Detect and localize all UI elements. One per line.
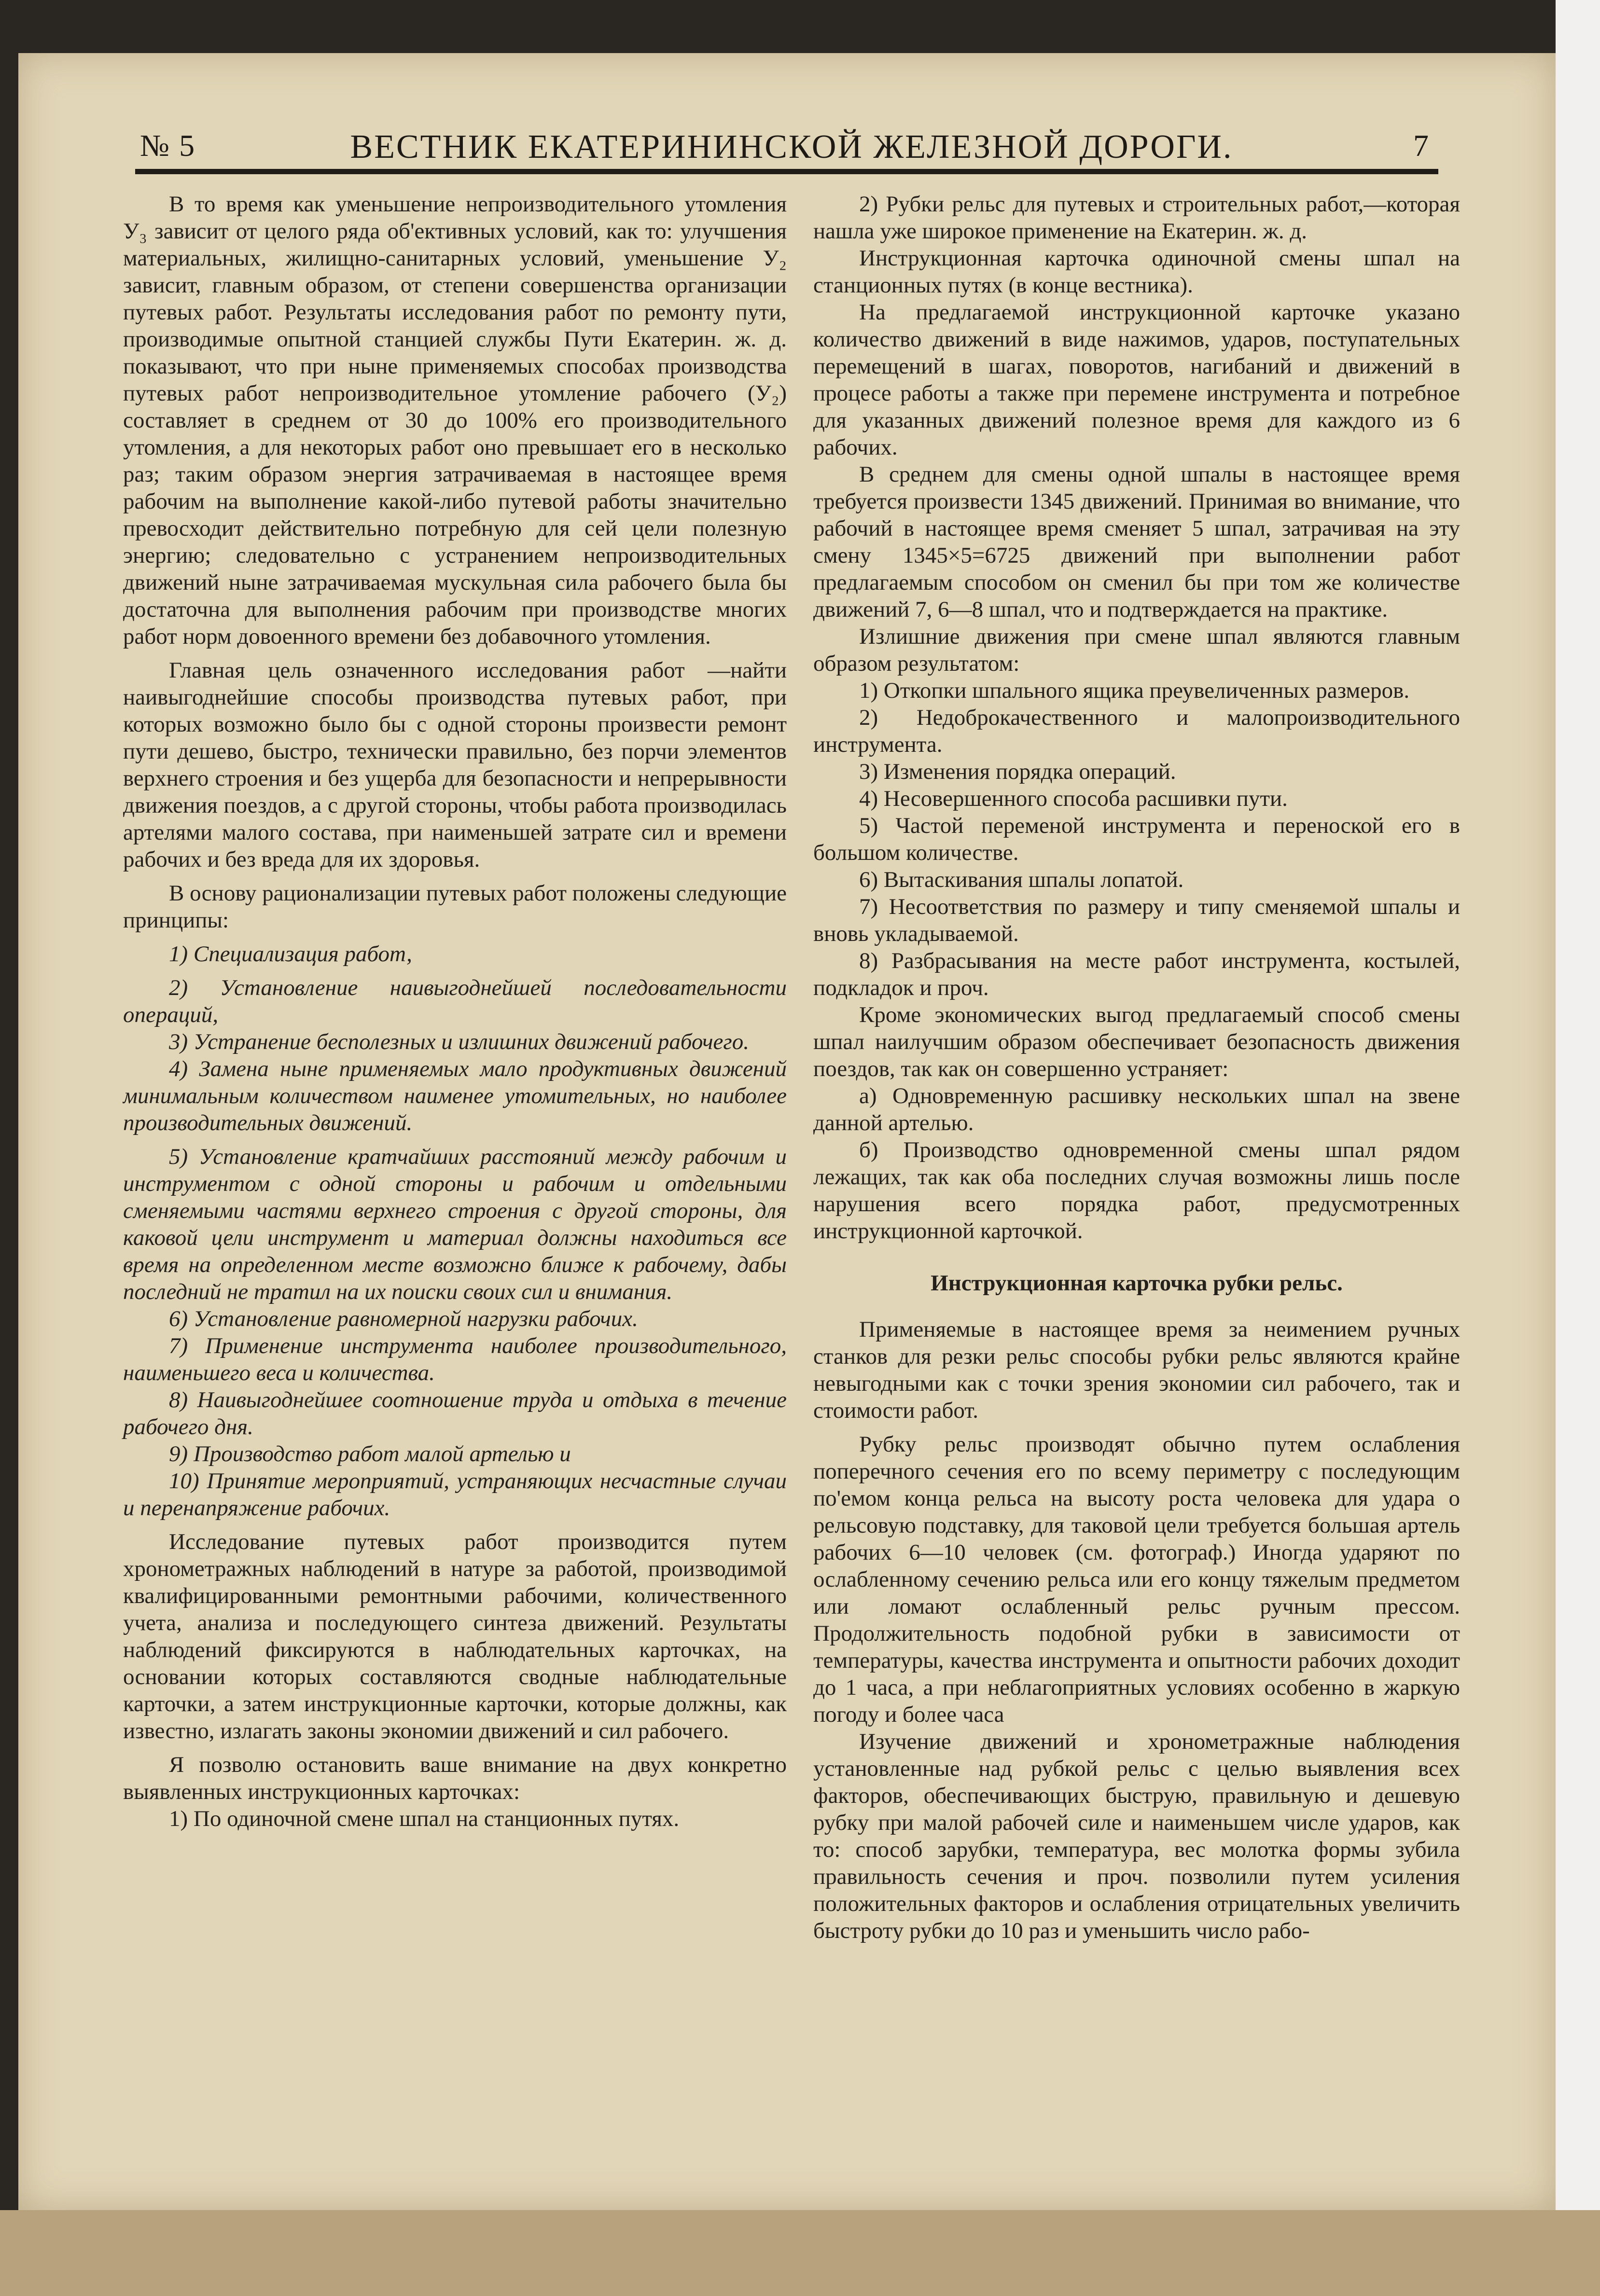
reason-item: 3) Изменения порядка операций. — [859, 759, 1176, 784]
section-title: Инструкционная карточка рубки рельс. — [931, 1271, 1343, 1296]
paragraph: а) Одновременную расшивку нескольких шпал на звене данной артелью. — [813, 1083, 1460, 1135]
paragraph: б) Производство одновременной смены шпал рядом лежащих, так как оба последних случая возможны лишь после нарушения всего порядка работ, предусмотренных инструкционной карточкой. — [813, 1137, 1460, 1244]
paragraph: Излишние движения при смене шпал являются главным образом результатом: — [813, 624, 1460, 676]
principle-item: 7) Применение инструмента наиболее производительного, наименьшего веса и количества. — [123, 1333, 787, 1385]
reason-item: 5) Частой переменой инструмента и переноской его в большом количестве. — [813, 813, 1460, 865]
paragraph: В то время как уменьшение непроизводительного утомления У₃ зависит от целого ряда об'ективных условий, как то: улучшения материальных, жилищно-санитарных условий, уменьшение У₂ зависит, главным образом, от степени совершенства организации путевых работ. Результаты исследования работ по ремонту пути, производимые опытной станцией службы Пути Екатерин. ж. д. показывают, что при ныне применяемых способах производства путевых работ непроизводительное утомление рабочего (У₂) составляет в среднем от 30 до 100% его производительного утомления, а для некоторых работ оно превышает его в несколько раз; таким образом энергия затрачиваемая в настоящее время рабочим на выполнение какой-либо путевой работы значительно превосходит действительно потребную для сей цели полезную энергию; следовательно с устранением непроизводительных движений ныне затрачиваемая мускульная сила рабочего была бы достаточна для выполнения рабочим при производстве многих работ норм довоенного времени без добавочного утомления. — [123, 192, 787, 649]
scan-margin-right — [1556, 0, 1600, 2296]
paragraph: 2) Рубки рельс для путевых и строительных работ,—которая нашла уже широкое применение на Екатерин. ж. д. — [813, 192, 1460, 244]
principle-item: 10) Принятие мероприятий, устраняющих несчастные случаи и перенапряжение рабочих. — [123, 1468, 787, 1521]
paragraph: 1) По одиночной смене шпал на станционных путях. — [169, 1806, 680, 1831]
header-rule — [135, 169, 1438, 174]
paragraph: Исследование путевых работ производится путем хронометражных наблюдений в натуре за работой, производимой квалифицированными ремонтными рабочими, количественного учета, анализа и последующего синтеза движений. Результаты наблюдений фиксируются в наблюдательных карточках, на основании которых составляются сводные наблюдательные карточки, а затем инструкционные карточки, которые должны, как известно, излагать законы экономии движений и сил рабочего. — [123, 1529, 787, 1743]
left-column — [123, 191, 787, 1832]
paragraph: Кроме экономических выгод предлагаемый способ смены шпал наилучшим образом обеспечивает безопасность движения поездов, так как он совершенно устраняет: — [813, 1002, 1460, 1081]
paragraph: Изучение движений и хронометражные наблюдения установленные над рубкой рельс с целью выявления всех факторов, обеспечивающих быструю, правильную и дешевую рубку при малой рабочей силе и наименьшем числе ударов, как то: способ зарубки, температура, вес молотка формы зубила правильность сечения и проч. позволили путем усиления положительных факторов и ослабления отрицательных увеличить быстроту рубки до 10 раз и уменьшить число рабо- — [813, 1729, 1460, 1943]
page-number: 7 — [1413, 128, 1429, 163]
principle-item: 8) Наивыгоднейшее соотношение труда и отдыха в течение рабочего дня. — [123, 1387, 787, 1439]
reason-item: 6) Вытаскивания шпалы лопатой. — [859, 867, 1184, 892]
paragraph: В среднем для смены одной шпалы в настоящее время требуется произвести 1345 движений. Принимая во внимание, что рабочий в настоящее время сменяет 5 шпал, затрачивая на эту смену 1345×5=6725 движений при выполнении работ предлагаемым способом он сменил бы при том же количестве движений 7, 6—8 шпал, что и подтверждается на практике. — [813, 462, 1460, 622]
paragraph: Рубку рельс производят обычно путем ослабления поперечного сечения его по всему периметру с последующим по'емом конца рельса на высоту роста человека для удара о рельсовую подставку, для таковой цели требуется большая артель рабочих 6—10 человек (см. фотограф.) Иногда ударяют по ослабленному сечению рельса или его концу тяжелым предметом или ломают ослабленный рельс ручным прессом. Продолжительность подобной рубки в зависимости от температуры, качества инструмента и опытности рабочих доходит до 1 часа, а при неблагоприятных условиях особенно в жаркую погоду и более часа — [813, 1432, 1460, 1727]
issue-number: № 5 — [140, 128, 196, 163]
principle-item: 6) Установление равномерной нагрузки рабочих. — [169, 1306, 638, 1331]
reason-item: 4) Несовершенного способа расшивки пути. — [859, 786, 1288, 811]
principle-item: 1) Специализация работ, — [169, 941, 412, 967]
principle-item: 2) Установление наивыгоднейшей последовательности операций, — [123, 975, 787, 1027]
paragraph: Применяемые в настоящее время за неимением ручных станков для резки рельс способы рубки рельс являются крайне невыгодными как с точки зрения экономии сил рабочего, так и стоимости работ. — [813, 1317, 1460, 1423]
reason-item: 2) Недоброкачественного и малопроизводительного инструмента. — [813, 705, 1460, 757]
reason-item: 8) Разбрасывания на месте работ инструмента, костылей, подкладок и проч. — [813, 948, 1460, 1000]
paragraph: На предлагаемой инструкционной карточке указано количество движений в виде нажимов, ударов, поступательных перемещений в шагах, поворотов, нагибаний и движений в процесе работы а также при перемене инструмента и потребное для указанных движений полезное время для каждого из 6 рабочих. — [813, 300, 1460, 460]
paragraph: Инструкционная карточка одиночной смены шпал на станционных путях (в конце вестника). — [813, 246, 1460, 298]
scan-margin-bottom — [0, 2210, 1600, 2296]
paragraph: В основу рационализации путевых работ положены следующие принципы: — [123, 881, 787, 933]
principle-item: 4) Замена ныне применяемых мало продуктивных движений минимальным количеством наименее утомительных, но наиболее производительных движений. — [123, 1056, 787, 1135]
publication-title: ВЕСТНИК ЕКАТЕРИНИНСКОЙ ЖЕЛЕЗНОЙ ДОРОГИ. — [350, 128, 1233, 166]
reason-item: 1) Откопки шпального ящика преувеличенных размеров. — [859, 678, 1410, 703]
page-header — [87, 128, 1496, 174]
reason-item: 7) Несоответствия по размеру и типу сменяемой шпалы и вновь укладываемой. — [813, 894, 1460, 946]
paragraph: Главная цель означенного исследования работ —найти наивыгоднейшие способы производства путевых работ, при которых возможно было бы с одной стороны произвести ремонт пути дешево, быстро, технически правильно, без порчи элементов верхнего строения и без ущерба для безопасности и непрерывности движения поездов, а с другой стороны, чтобы работа производилась артелями малого состава, при наименьшей затрате сил и времени рабочих и без вреда для их здоровья. — [123, 658, 787, 872]
principle-item: 9) Производство работ малой артелью и — [169, 1441, 571, 1466]
right-column — [813, 191, 1460, 1944]
paragraph: Я позволю остановить ваше внимание на двух конкретно выявленных инструкционных карточках: — [123, 1752, 787, 1804]
principle-item: 3) Устранение бесполезных и излишних движений рабочего. — [169, 1029, 749, 1054]
principle-item: 5) Установление кратчайших расстояний между рабочим и инструментом с одной стороны и рабочим и отдельными сменяемыми частями верхнего строения с другой стороны, для каковой цели инструмент и материал должны находиться все время на определенном месте возможно ближе к рабочему, дабы последний не тратил на их поиски своих сил и внимания. — [123, 1144, 787, 1304]
